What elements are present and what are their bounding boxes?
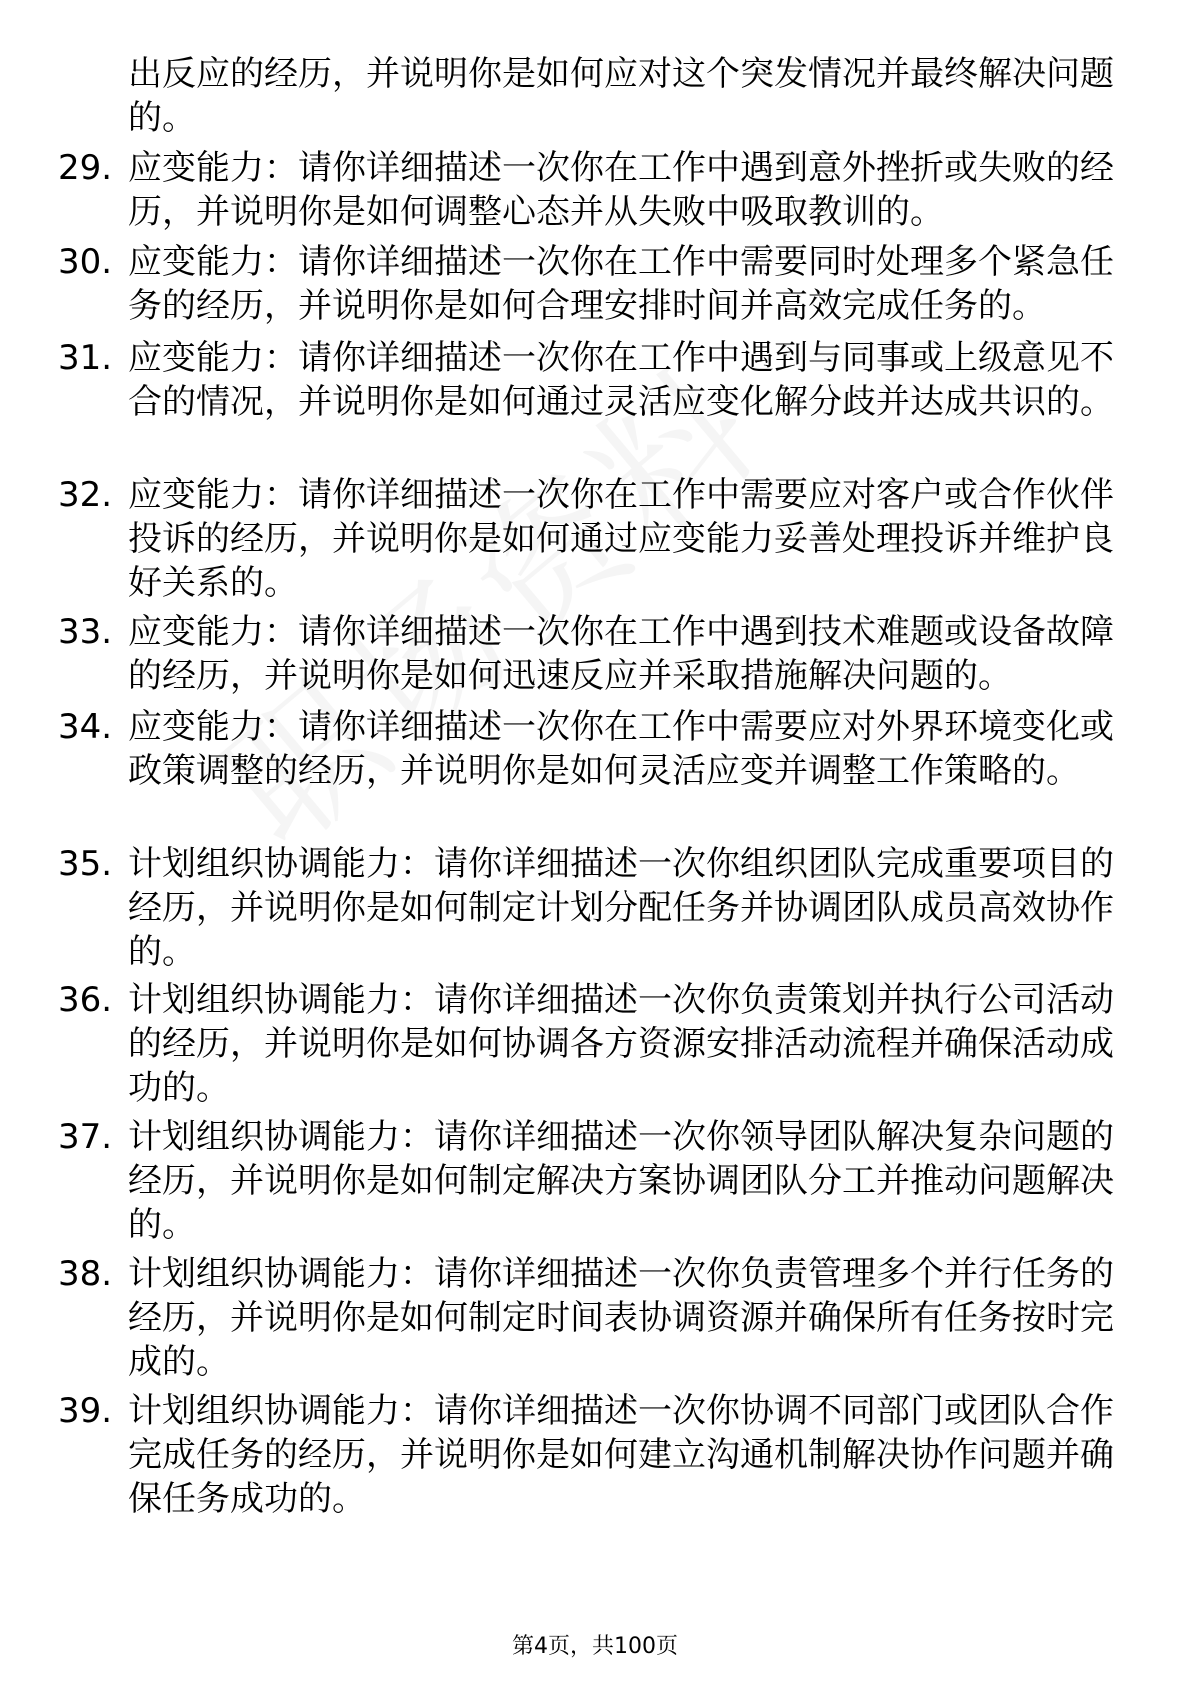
question-number: 34.: [58, 707, 113, 747]
question-number: 33.: [58, 612, 113, 652]
question-number: 37.: [58, 1117, 113, 1157]
question-text: 应变能力：请你详细描述一次你在工作中需要应对外界环境变化或政策调整的经历，并说明你是如何灵活应变并调整工作策略的。: [128, 707, 1114, 791]
question-number: 36.: [58, 980, 113, 1020]
question-number: 31.: [58, 338, 113, 378]
question-text: 计划组织协调能力：请你详细描述一次你组织团队完成重要项目的经历，并说明你是如何制定计划分配任务并协调团队成员高效协作的。: [128, 844, 1114, 972]
question-number: 30.: [58, 242, 113, 282]
question-text: 应变能力：请你详细描述一次你在工作中遇到意外挫折或失败的经历，并说明你是如何调整心态并从失败中吸取教训的。: [128, 148, 1114, 232]
continued-question-text: 出反应的经历，并说明你是如何应对这个突发情况并最终解决问题的。: [128, 54, 1114, 138]
page-footer: [0, 1632, 1190, 1662]
question-text: 应变能力：请你详细描述一次你在工作中遇到技术难题或设备故障的经历，并说明你是如何迅速反应并采取措施解决问题的。: [128, 612, 1114, 696]
question-number: 35.: [58, 844, 113, 884]
question-text: 计划组织协调能力：请你详细描述一次你领导团队解决复杂问题的经历，并说明你是如何制定解决方案协调团队分工并推动问题解决的。: [128, 1117, 1114, 1245]
question-number: 39.: [58, 1391, 113, 1431]
question-text: 应变能力：请你详细描述一次你在工作中需要应对客户或合作伙伴投诉的经历，并说明你是如何通过应变能力妥善处理投诉并维护良好关系的。: [128, 475, 1114, 603]
question-text: 应变能力：请你详细描述一次你在工作中需要同时处理多个紧急任务的经历，并说明你是如何合理安排时间并高效完成任务的。: [128, 242, 1114, 326]
question-number: 32.: [58, 475, 113, 515]
question-text: 应变能力：请你详细描述一次你在工作中遇到与同事或上级意见不合的情况，并说明你是如何通过灵活应变化解分歧并达成共识的。: [128, 338, 1114, 422]
question-text: 计划组织协调能力：请你详细描述一次你负责策划并执行公司活动的经历，并说明你是如何协调各方资源安排活动流程并确保活动成功的。: [128, 980, 1114, 1108]
question-text: 计划组织协调能力：请你详细描述一次你负责管理多个并行任务的经历，并说明你是如何制定时间表协调资源并确保所有任务按时完成的。: [128, 1254, 1114, 1382]
question-text: 计划组织协调能力：请你详细描述一次你协调不同部门或团队合作完成任务的经历，并说明你是如何建立沟通机制解决协作问题并确保任务成功的。: [128, 1391, 1114, 1519]
question-number: 38.: [58, 1254, 113, 1294]
question-number: 29.: [58, 148, 113, 188]
page-number-label: 第4页，共100页: [512, 1634, 678, 1659]
